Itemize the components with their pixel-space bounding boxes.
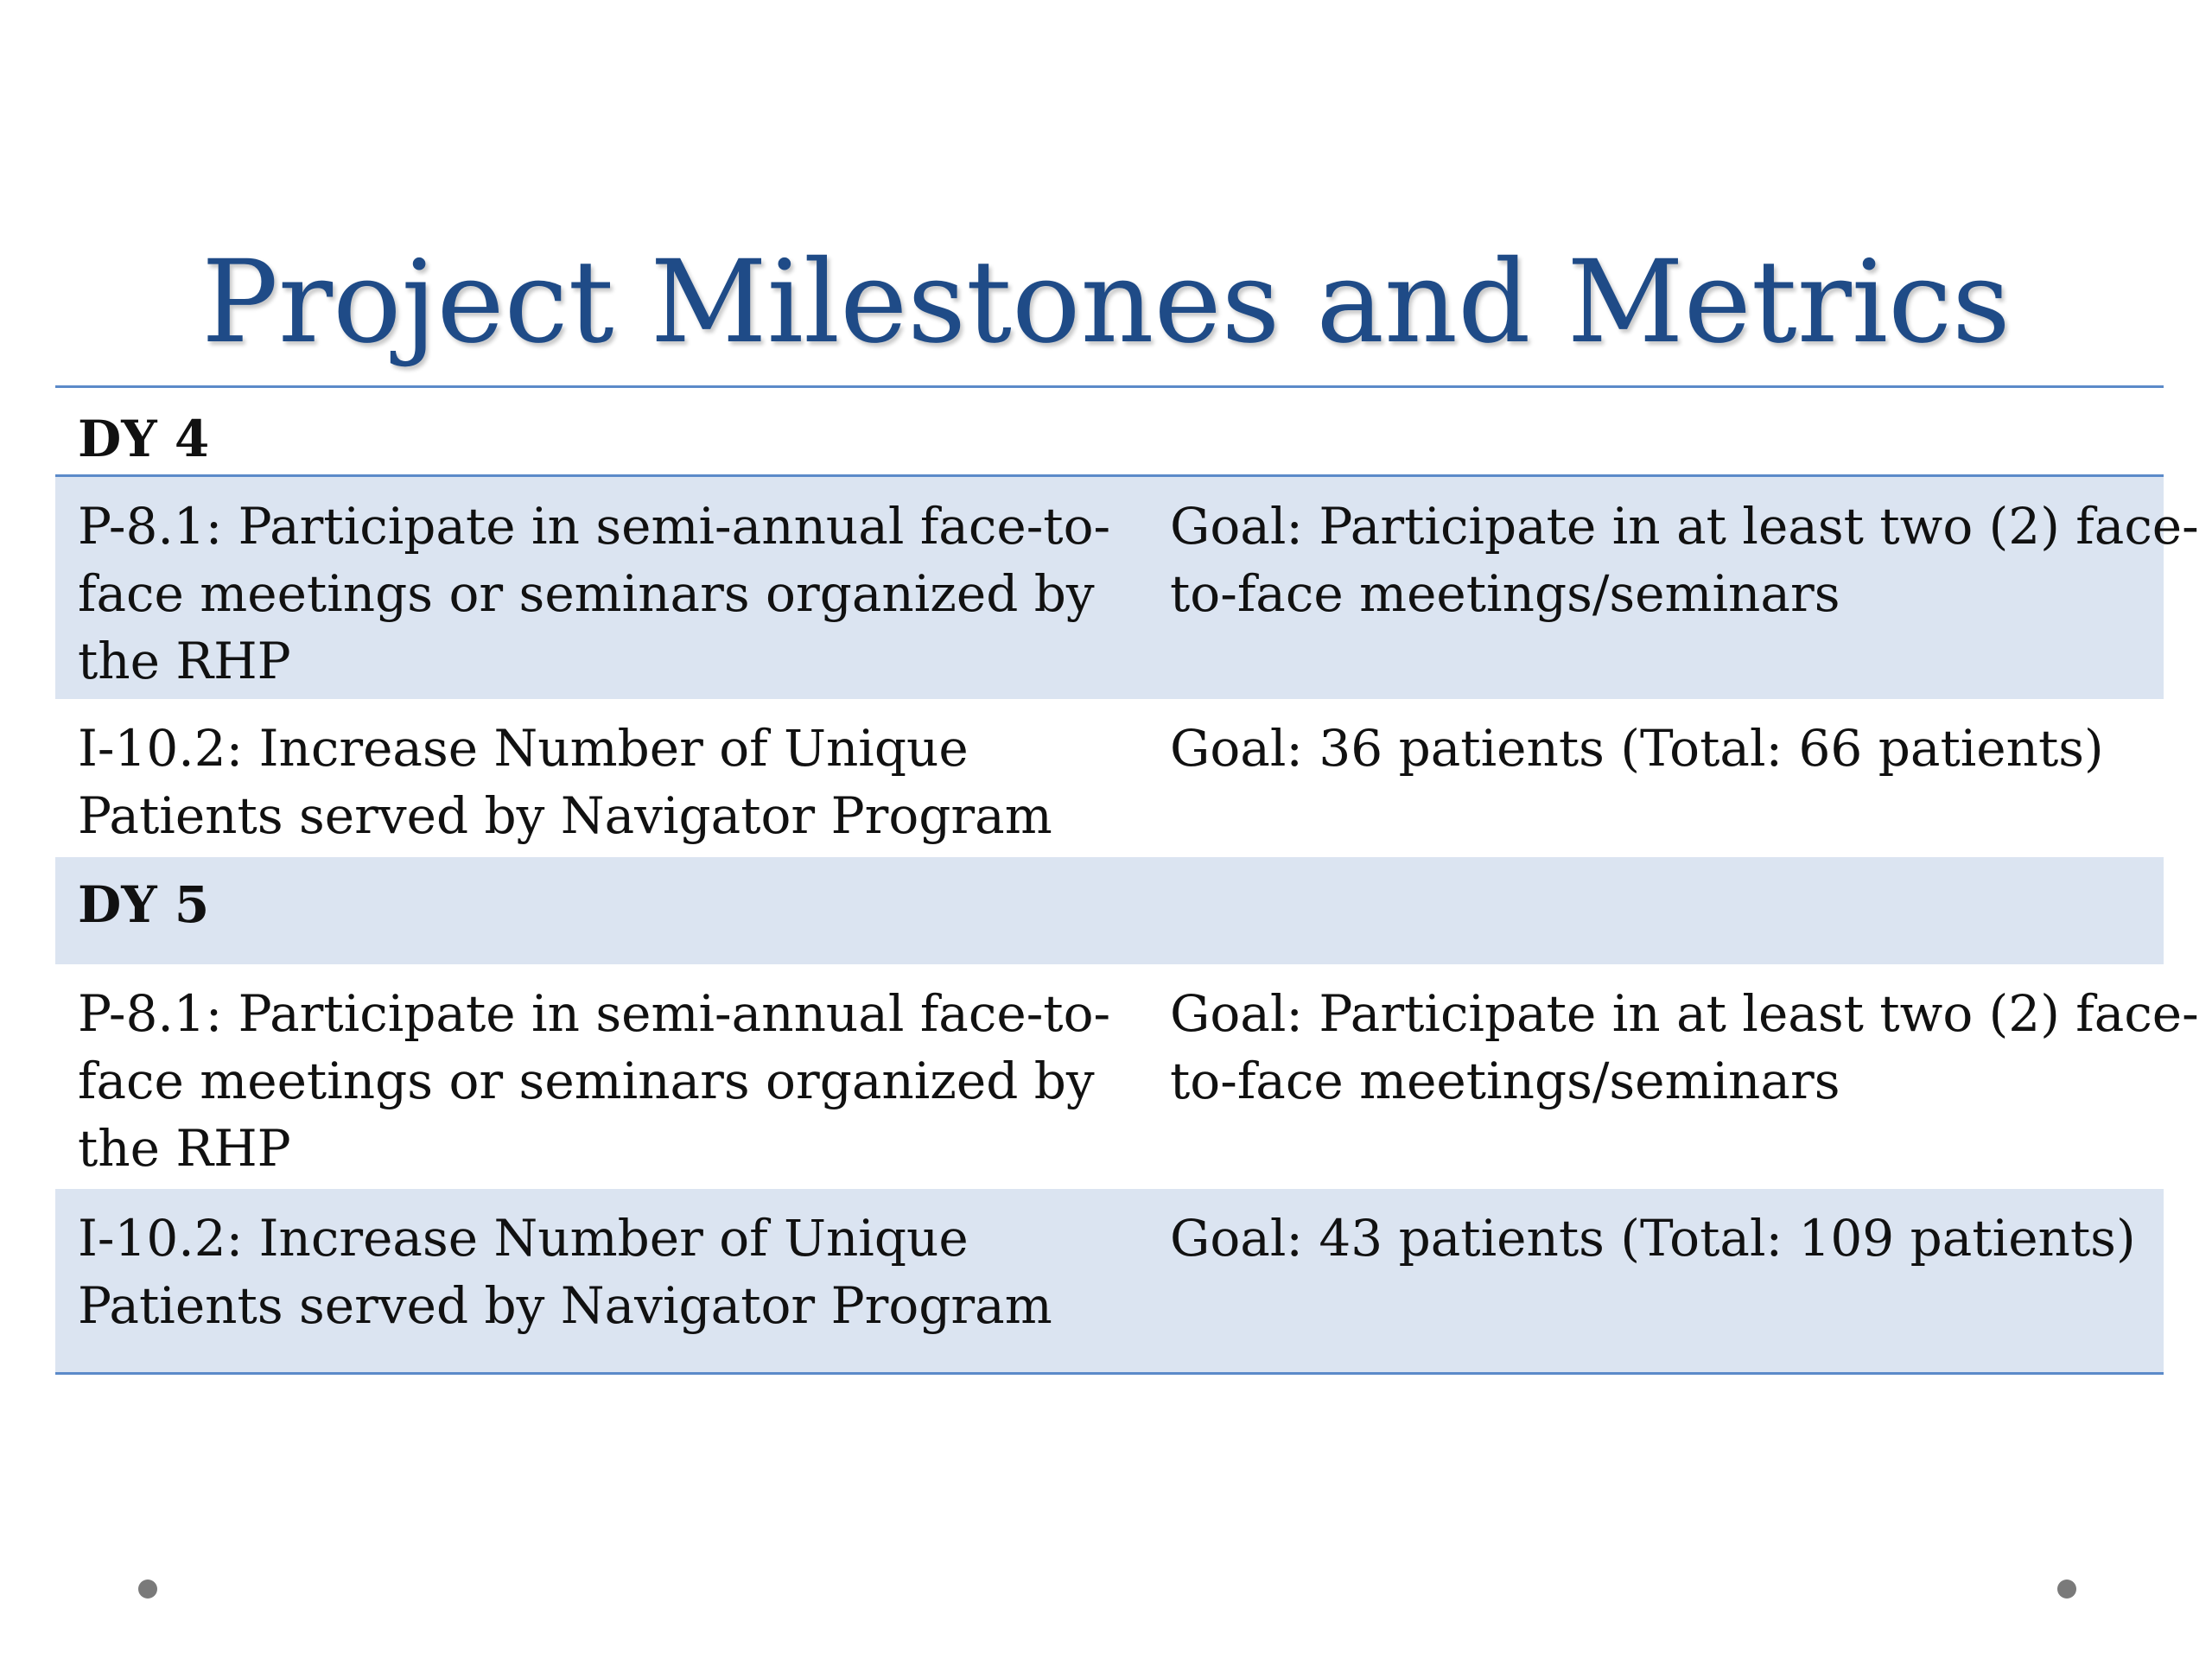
section-header-dy5 bbox=[55, 857, 2164, 964]
milestones-table bbox=[55, 385, 2199, 1375]
milestone-cell: P-8.1: Participate in semi-annual face-to-face meetings or seminars organized by the RHP bbox=[78, 497, 1111, 690]
milestone-cell: P-8.1: Participate in semi-annual face-to-face meetings or seminars organized by the RHP bbox=[78, 984, 1111, 1178]
table-row bbox=[55, 477, 2199, 699]
bullet-dot-left bbox=[138, 1580, 157, 1599]
section-header-dy4 bbox=[55, 388, 2164, 477]
bullet-dot-right bbox=[2057, 1580, 2076, 1599]
table-row bbox=[55, 964, 2199, 1189]
milestone-cell: I-10.2: Increase Number of Unique Patients served by Navigator Program bbox=[78, 719, 1052, 845]
section-label: DY 4 bbox=[78, 410, 210, 468]
goal-cell: Goal: Participate in at least two (2) face-to-face meetings/seminars bbox=[1170, 984, 2199, 1110]
section-label: DY 5 bbox=[78, 875, 210, 934]
table-row bbox=[55, 699, 2164, 857]
goal-cell: Goal: Participate in at least two (2) face-to-face meetings/seminars bbox=[1170, 497, 2199, 623]
goal-cell: Goal: 43 patients (Total: 109 patients) bbox=[1170, 1209, 2136, 1268]
table-row bbox=[55, 1189, 2164, 1372]
slide-title: Project Milestones and Metrics bbox=[201, 236, 2011, 369]
milestone-cell: I-10.2: Increase Number of Unique Patients served by Navigator Program bbox=[78, 1209, 1052, 1335]
goal-cell: Goal: 36 patients (Total: 66 patients) bbox=[1170, 719, 2104, 778]
